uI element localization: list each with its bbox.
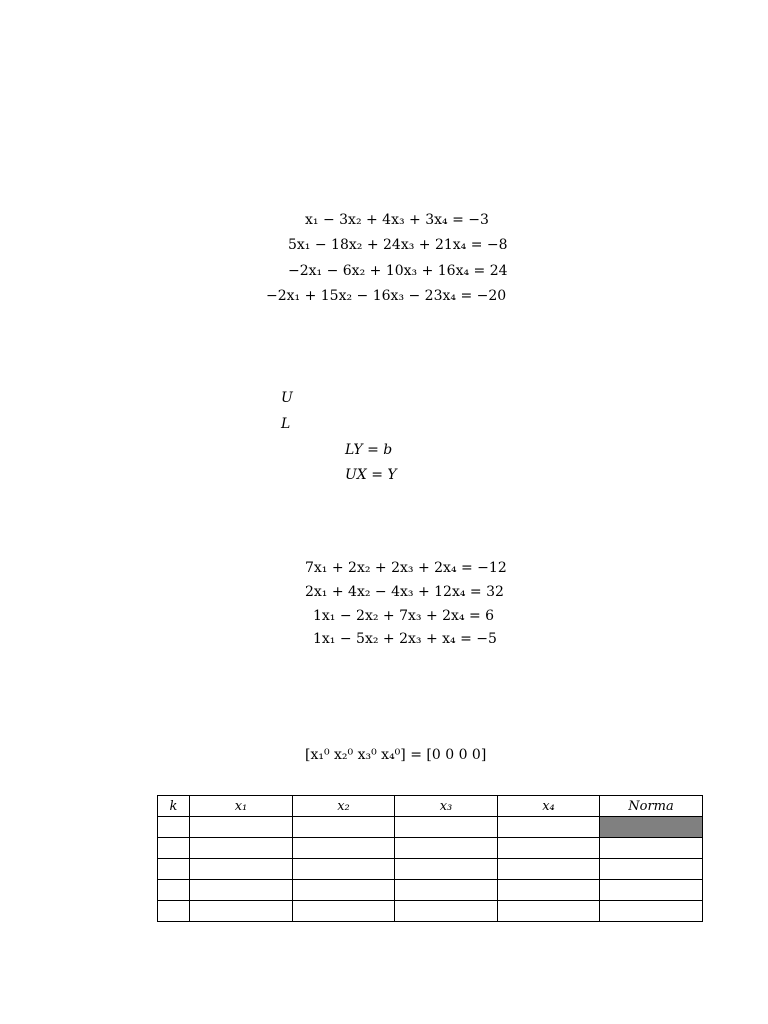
table-cell bbox=[293, 817, 395, 838]
iteration-table bbox=[157, 795, 703, 922]
header-x3: x₃ bbox=[395, 796, 498, 817]
system2-eq1: 7x₁ + 2x₂ + 2x₃ + 2x₄ = −12 bbox=[305, 560, 507, 576]
table-cell bbox=[395, 817, 498, 838]
system1-eq3: −2x₁ − 6x₂ + 10x₃ + 16x₄ = 24 bbox=[288, 263, 508, 279]
table-row bbox=[158, 838, 703, 859]
table-cell bbox=[293, 880, 395, 901]
system1-eq4: −2x₁ + 15x₂ − 16x₃ − 23x₄ = −20 bbox=[266, 288, 507, 304]
system2-eq3: 1x₁ − 2x₂ + 7x₃ + 2x₄ = 6 bbox=[313, 608, 495, 624]
table-cell bbox=[395, 859, 498, 880]
table-row bbox=[158, 901, 703, 922]
table-cell bbox=[395, 880, 498, 901]
table-cell bbox=[158, 838, 190, 859]
system2-eq4: 1x₁ − 5x₂ + 2x₃ + x₄ = −5 bbox=[313, 631, 497, 647]
table-cell bbox=[158, 859, 190, 880]
header-norma: Norma bbox=[600, 796, 703, 817]
ux-equation: UX = Y bbox=[345, 467, 397, 483]
table-cell bbox=[190, 901, 293, 922]
table-cell bbox=[190, 838, 293, 859]
table-cell bbox=[498, 817, 600, 838]
table-cell bbox=[600, 859, 703, 880]
table-row bbox=[158, 880, 703, 901]
system1-eq1: x₁ − 3x₂ + 4x₃ + 3x₄ = −3 bbox=[305, 212, 489, 228]
header-x1: x₁ bbox=[190, 796, 293, 817]
table-cell bbox=[293, 859, 395, 880]
table-row bbox=[158, 817, 703, 838]
header-x4: x₄ bbox=[498, 796, 600, 817]
table-cell bbox=[498, 901, 600, 922]
table-cell bbox=[293, 901, 395, 922]
shaded-norma-cell bbox=[600, 817, 703, 838]
l-matrix-label: L bbox=[281, 416, 291, 432]
table-cell bbox=[498, 880, 600, 901]
table-cell bbox=[498, 859, 600, 880]
table-cell bbox=[190, 817, 293, 838]
table-cell bbox=[600, 901, 703, 922]
table-cell bbox=[158, 880, 190, 901]
u-matrix-label: U bbox=[281, 390, 293, 406]
table-cell bbox=[158, 817, 190, 838]
system1-eq2: 5x₁ − 18x₂ + 24x₃ + 21x₄ = −8 bbox=[288, 237, 508, 253]
table-cell bbox=[190, 859, 293, 880]
table-row bbox=[158, 859, 703, 880]
table-cell bbox=[395, 901, 498, 922]
table-header-row bbox=[158, 796, 703, 817]
table-cell bbox=[190, 880, 293, 901]
header-k: k bbox=[158, 796, 190, 817]
table-cell bbox=[600, 838, 703, 859]
ly-equation: LY = b bbox=[345, 442, 393, 458]
table-cell bbox=[395, 838, 498, 859]
header-x2: x₂ bbox=[293, 796, 395, 817]
table-cell bbox=[293, 838, 395, 859]
table-cell bbox=[498, 838, 600, 859]
system2-eq2: 2x₁ + 4x₂ − 4x₃ + 12x₄ = 32 bbox=[305, 584, 504, 600]
table-cell bbox=[158, 901, 190, 922]
initial-vector: [x₁⁰ x₂⁰ x₃⁰ x₄⁰] = [0 0 0 0] bbox=[305, 747, 487, 763]
table-cell bbox=[600, 880, 703, 901]
